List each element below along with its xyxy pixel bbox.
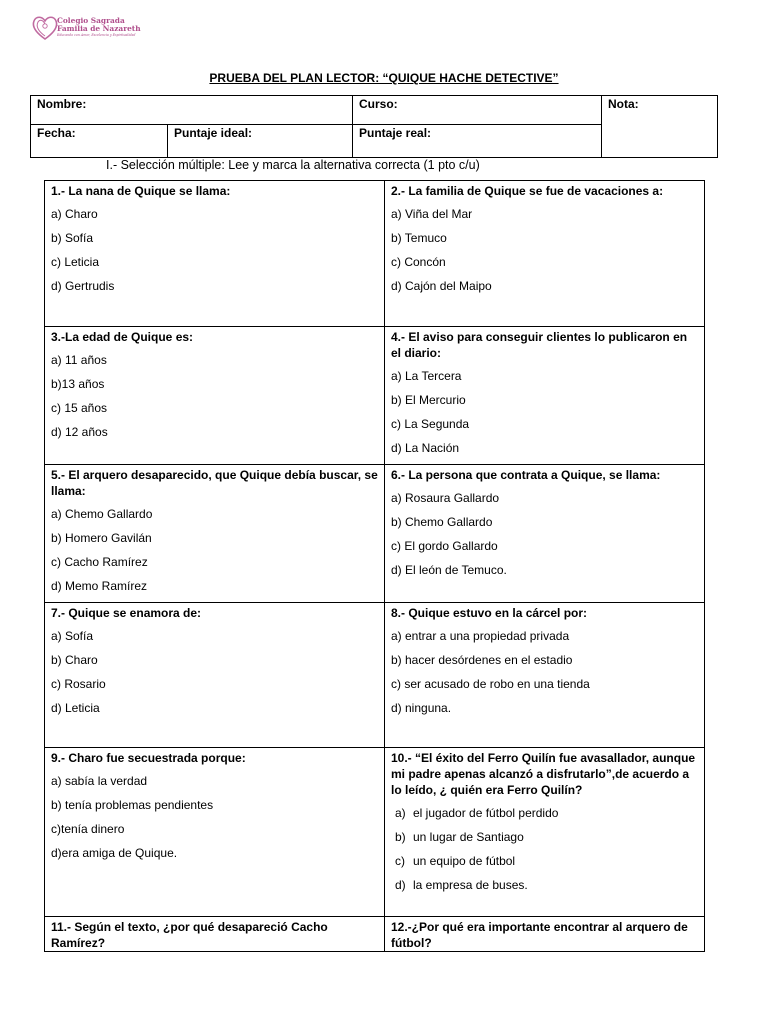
puntaje-real-field[interactable]: Puntaje real: — [353, 125, 602, 158]
option-label: un equipo de fútbol — [413, 854, 516, 868]
question-text: 3.-La edad de Quique es: — [51, 330, 194, 344]
question-cell — [385, 327, 705, 465]
question-text: 9.- Charo fue secuestrada porque: — [51, 751, 246, 765]
nota-field[interactable]: Nota: — [602, 96, 718, 158]
question-cell — [45, 327, 385, 465]
quiz-table — [44, 180, 705, 952]
question-cell — [385, 917, 705, 952]
answer-option[interactable]: c) Rosario — [51, 677, 106, 691]
option-label: el jugador de fútbol perdido — [413, 806, 559, 820]
answer-option[interactable]: b)13 años — [51, 377, 105, 391]
school-tagline: Educando con Amor, Excelencia y Espiritualidad — [57, 33, 136, 37]
answer-option[interactable]: b) Homero Gavilán — [51, 531, 152, 545]
question-text: 4.- El aviso para conseguir clientes lo publicaron en el diario: — [391, 330, 688, 360]
nombre-field[interactable]: Nombre: — [31, 96, 353, 125]
school-name-line1: Colegio Sagrada — [57, 16, 125, 25]
answer-option[interactable]: a) Chemo Gallardo — [51, 507, 153, 521]
answer-option[interactable]: a) La Tercera — [391, 369, 462, 383]
option-letter: c) — [395, 854, 405, 868]
table-row — [45, 327, 705, 465]
answer-option[interactable]: a) Charo — [51, 207, 98, 221]
table-row — [45, 917, 705, 952]
answer-option[interactable]: a) Sofía — [51, 629, 94, 643]
question-cell — [45, 748, 385, 917]
question-cell — [45, 603, 385, 748]
section-instructions: I.- Selección múltiple: Lee y marca la alternativa correcta (1 pto c/u) — [106, 158, 480, 172]
option-letter: d) — [395, 878, 406, 892]
answer-option[interactable]: d) Cajón del Maipo — [391, 279, 492, 293]
answer-option[interactable] — [391, 829, 698, 845]
answer-option[interactable]: b) El Mercurio — [391, 393, 466, 407]
option-label: la empresa de buses. — [413, 878, 528, 892]
table-row — [45, 748, 705, 917]
answer-option[interactable]: b) Sofía — [51, 231, 94, 245]
option-letter: b) — [395, 830, 406, 844]
question-cell — [385, 181, 705, 327]
answer-option[interactable]: c)tenía dinero — [51, 822, 125, 836]
question-text: 6.- La persona que contrata a Quique, se llama: — [391, 468, 661, 482]
answer-option[interactable]: b) tenía problemas pendientes — [51, 798, 214, 812]
fecha-field[interactable]: Fecha: — [31, 125, 168, 158]
option-letter: a) — [395, 806, 406, 820]
answer-option[interactable]: d) 12 años — [51, 425, 108, 439]
answer-option[interactable]: a) Rosaura Gallardo — [391, 491, 500, 505]
answer-option[interactable]: c) Concón — [391, 255, 446, 269]
answer-option[interactable]: d) Gertrudis — [51, 279, 115, 293]
answer-option[interactable]: d) ninguna. — [391, 701, 452, 715]
table-row — [45, 181, 705, 327]
option-label: un lugar de Santiago — [413, 830, 524, 844]
puntaje-ideal-field[interactable]: Puntaje ideal: — [168, 125, 353, 158]
question-text: 5.- El arquero desaparecido, que Quique debía buscar, se llama: — [51, 468, 378, 498]
answer-option[interactable] — [391, 805, 698, 821]
answer-option[interactable]: a) Viña del Mar — [391, 207, 473, 221]
question-cell — [385, 748, 705, 917]
question-text: 8.- Quique estuvo en la cárcel por: — [391, 606, 588, 620]
student-info-table — [30, 95, 718, 158]
page-title: PRUEBA DEL PLAN LECTOR: “QUIQUE HACHE DETECTIVE” — [209, 71, 559, 85]
table-row — [45, 465, 705, 603]
curso-field[interactable]: Curso: — [353, 96, 602, 125]
answer-option[interactable]: a) 11 años — [51, 353, 107, 367]
answer-option[interactable] — [391, 877, 698, 893]
question-text: 12.-¿Por qué era importante encontrar al arquero de fútbol? — [391, 920, 688, 950]
answer-option[interactable]: d)era amiga de Quique. — [51, 846, 178, 860]
answer-option[interactable]: d) Memo Ramírez — [51, 579, 148, 593]
answer-option[interactable]: d) El león de Temuco. — [391, 563, 507, 577]
question-text: 2.- La familia de Quique se fue de vacaciones a: — [391, 184, 664, 198]
heart-logo-icon — [30, 12, 60, 42]
answer-option[interactable]: b) hacer desórdenes en el estadio — [391, 653, 573, 667]
answer-option[interactable] — [391, 853, 698, 869]
answer-option[interactable]: c) Cacho Ramírez — [51, 555, 148, 569]
question-cell — [45, 917, 385, 952]
question-cell — [385, 465, 705, 603]
question-cell — [385, 603, 705, 748]
answer-option[interactable]: b) Chemo Gallardo — [391, 515, 493, 529]
question-cell — [45, 181, 385, 327]
answer-option[interactable]: a) sabía la verdad — [51, 774, 148, 788]
answer-option[interactable]: c) Leticia — [51, 255, 100, 269]
answer-option[interactable]: c) ser acusado de robo en una tienda — [391, 677, 590, 691]
question-text: 7.- Quique se enamora de: — [51, 606, 202, 620]
school-logo — [30, 12, 150, 44]
answer-option[interactable]: d) La Nación — [391, 441, 460, 455]
answer-option[interactable]: c) La Segunda — [391, 417, 470, 431]
question-text: 10.- “El éxito del Ferro Quilín fue avasallador, aunque mi padre apenas alcanzó a disfrutarlo”,de acuerdo a lo leído, ¿ quién era Ferro Quilín? — [391, 751, 696, 797]
question-text: 1.- La nana de Quique se llama: — [51, 184, 231, 198]
answer-option[interactable]: c) El gordo Gallardo — [391, 539, 498, 553]
answer-option[interactable]: c) 15 años — [51, 401, 108, 415]
question-cell — [45, 465, 385, 603]
question-text: 11.- Según el texto, ¿por qué desapareció Cacho Ramírez? — [51, 920, 328, 950]
answer-option[interactable]: b) Temuco — [391, 231, 447, 245]
table-row — [45, 603, 705, 748]
answer-option[interactable]: a) entrar a una propiedad privada — [391, 629, 570, 643]
answer-option[interactable]: d) Leticia — [51, 701, 100, 715]
answer-option[interactable]: b) Charo — [51, 653, 98, 667]
school-name-line2: Familia de Nazareth — [57, 24, 141, 33]
